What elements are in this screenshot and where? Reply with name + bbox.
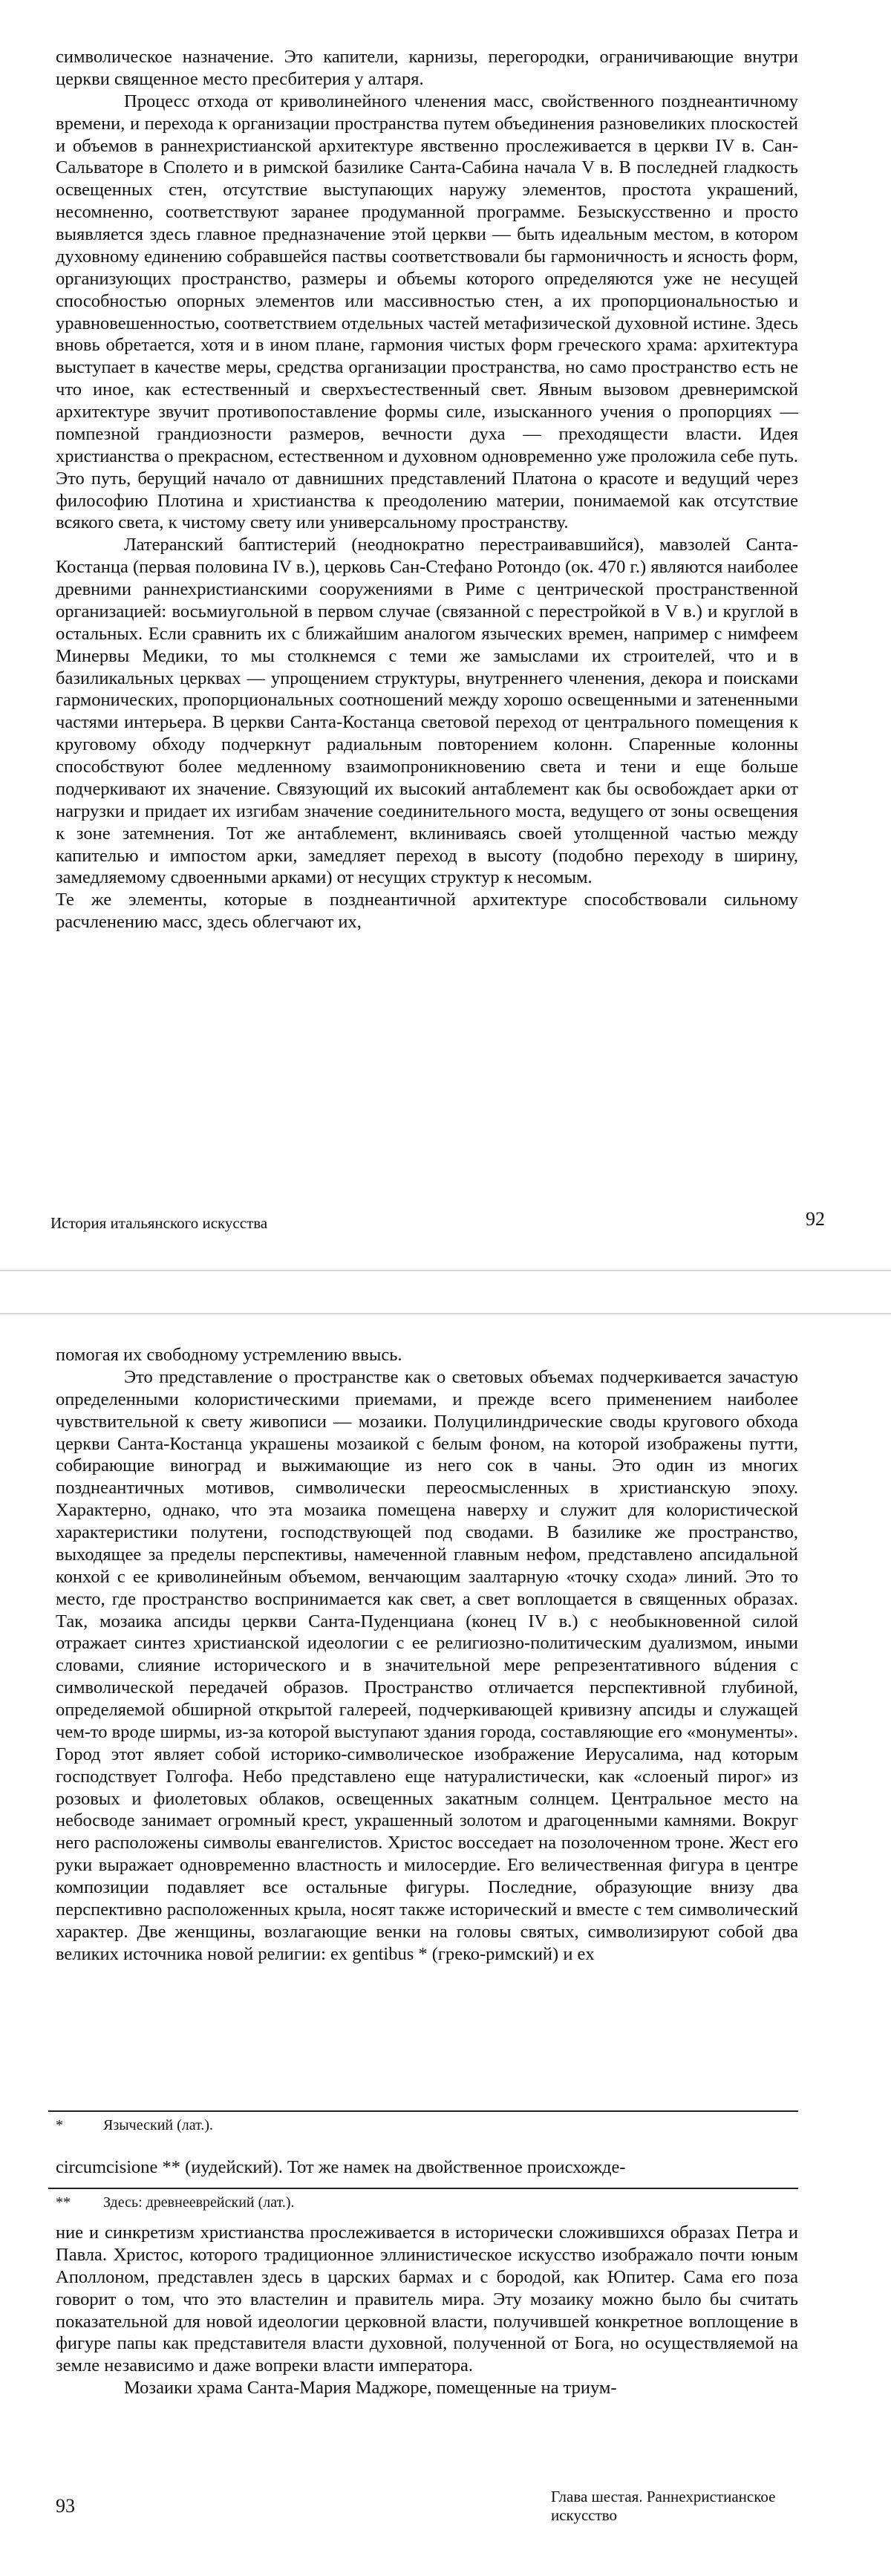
footnote-text: Здесь: древнееврейский (лат.). — [103, 2194, 295, 2211]
footnote-rule — [48, 2110, 798, 2112]
continued-line: circumcisione ** (иудейский). Тот же намек на двойственное происхожде- — [56, 2157, 626, 2177]
footnote-mark: ** — [56, 2194, 71, 2211]
paragraph: Процесс отхода от криволинейного членения масс, свойственного позднеантичному времени, и перехода к организации пространства путем объединения разновеликих плоскостей и объемов в раннехристианской архитектуре явственно прослеживается в церкви IV в. Сан-Сальваторе в Сполето и в римской базилике Санта-Сабина начала V в. В последней гладкость освещенных стен, отсутствие выступающих наружу элементов, простота украшений, несомненно, соответствуют заранее продуманной программе. Безыскусственно и просто выявляется здесь главное предназначение этой церкви — быть идеальным местом, в котором духовному единению собравшейся паствы соответствовали бы гармоничность и ясность форм, организующих пространство, размеры и объемы которого определяются уже не несущей способностью опорных элементов или массивностью стен, а их пропорциональностью и уравновешенностью, соответствием отдельных частей метафизической духовной истине. Здесь вновь обретается, хотя и в ином плане, гармония чистых форм греческого храма: архитектура выступает в качестве меры, средства организации пространства, но само пространство есть не что иное, как естественный и сверхъестественный свет. Явным вызовом древнеримской архитектуре звучит противопоставление формы силе, изысканного учения о пропорциях — помпезной грандиозности размеров, вечности духа — преходящести власти. Идея христианства о прекрасном, естественном и духовном одновременно уже проложила себе путь. Это путь, берущий начало от давнишних представлений Платона о красоте и ведущий через философию Плотина и христианства к преодолению материи, понимаемой как отсутствие всякого света, к чистому свету или универсальному пространству. — [56, 91, 798, 533]
page-93-body — [56, 1344, 798, 1966]
paragraph: Это представление о пространстве как о световых объемах подчеркивается зачастую определенными колористическими приемами, и прежде всего применением наиболее чувствительной к свету живописи — мозаики. Полуцилиндрические своды кругового обхода церкви Санта-Костанца украшены мозаикой с белым фоном, на которой изображены путти, собирающие виноград и выжимающие из него сок в чаны. Это один из многих позднеантичных мотивов, символически переосмысленных в христианскую эпоху. Характерно, однако, что эта мозаика помещена наверху и служит для колористической характеристики полутени, господствующей под сводами. В базилике же пространство, выходящее за пределы перспективы, намеченной главным нефом, представлено апсидальной конхой с ее криволинейным объемом, венчающим заалтарную «точку схода» линий. Это то место, где пространство воспринимается как свет, а свет воплощается в священных образах. Так, мозаика апсиды церкви Санта-Пуденциана (конец IV в.) с необыкновенной силой отражает синтез христианской идеологии с ее религиозно-политическим дуализмом, иными словами, слияние исторического и в значительной мере репрезентативного вúдения с символической передачей образов. Пространство отличается перспективной глубиной, определяемой обширной открытой галереей, подчеркивающей кривизну апсиды и служащей чем-то вроде ширмы, из-за которой выступают здания города, составляющие его «монументы». Город этот являет собой историко-символическое изображение Иерусалима, над которым господствует Голгофа. Небо представлено еще натуралистически, как «слоеный пирог» из розовых и фиолетовых облаков, освещенных закатным солнцем. Центральное место на небосводе занимает огромный крест, украшенный золотом и драгоценными камнями. Вокруг него расположены символы евангелистов. Христос восседает на позолоченном троне. Жест его руки выражает одновременно властность и милосердие. Его величественная фигура в центре композиции подавляет все остальные фигуры. Последние, образующие внизу два перспективно расположенных крыла, носят также исторический и вместе с тем символический характер. Две женщины, возлагающие венки на головы святых, символизируют собой два великих источника новой религии: ex gentibus * (греко-римский) и ex — [56, 1366, 798, 1964]
footnote — [56, 2116, 798, 2134]
footnote-rule — [48, 2188, 798, 2189]
paragraph: Мозаики храма Санта-Мария Маджоре, помещенные на триум- — [124, 2378, 617, 2399]
paragraph: ние и синкретизм христианства прослеживается в исторически сложившихся образах Петра и Павла. Христос, которого традиционное эллинистическое искусство изображало почти юным Аполлоном, представлен здесь в царских бармах и с бородой, как Юпитер. Сама его поза говорит о том, что это властелин и правитель мира. Эту мозаику можно было бы считать показательной для новой идеологии церковной власти, получившей конкретное воплощение в фигуре папы как представителя власти духовной, полученной от Бога, но осуществляемой на земле независимо и даже вопреки власти императора. — [56, 2223, 798, 2376]
paragraph: Те же элементы, которые в позднеантичной архитектуре способствовали сильному расчленению масс, здесь облегчают их, — [56, 890, 798, 933]
page-93 — [0, 1314, 891, 2576]
footnote-text: Языческий (лат.). — [103, 2117, 214, 2133]
paragraph: Латеранский баптистерий (неоднократно перестраивавшийся), мавзолей Санта-Костанца (первая половина IV в.), церковь Сан-Стефано Ротондо (ок. 470 г.) являются наиболее древними раннехристианскими сооружениями в Риме с центрической пространственной организацией: восьмиугольной в первом случае (связанной с перестройкой в V в.) и круглой в остальных. Если сравнить их с ближайшим аналогом языческих времен, например с нимфеем Минервы Медики, то мы столкнемся с теми же замыслами их строителей, что и в базиликальных церквах — упрощением структуры, внутреннего членения, декора и поисками гармонических, пропорциональных соотношений между хорошо освещенными и затененными частями интерьера. В церкви Санта-Костанца световой переход от центрального помещения к круговому обходу подчеркнут радиальным повторением колонн. Спаренные колонны способствуют более медленному взаимопроникновению света и тени и еще больше подчеркивают их значение. Связующий их высокий антаблемент как бы освобождает арки от нагрузки и придает их изгибам значение соединительного моста, ведущего от зоны освещения к зоне затемнения. Тот же антаблемент, вклиниваясь своей утолщенной частью между капителью и импостом арки, замедляет переход в высоту (подобно переходу в ширину, замедляемому сдвоенными арками) от несущих структур к несомым. — [56, 535, 798, 888]
page-number: 93 — [56, 2495, 75, 2517]
page-92-body — [56, 46, 798, 933]
paragraph: помогая их свободному устремлению ввысь. — [56, 1345, 402, 1365]
page-number: 92 — [806, 1208, 825, 1230]
running-header: Глава шестая. Раннехристианское искусство — [551, 2488, 776, 2525]
paragraph: символическое назначение. Это капители, карнизы, перегородки, ограничивающие внутри церкви священное место пресбитерия у алтаря. — [56, 47, 798, 89]
page-92 — [0, 0, 891, 1270]
footnote — [56, 2194, 798, 2211]
page-93-body-continued — [56, 2222, 798, 2399]
page-separator — [0, 1270, 891, 1314]
running-header: История итальянского искусства — [50, 1214, 268, 1232]
footnote-mark: * — [56, 2117, 63, 2133]
